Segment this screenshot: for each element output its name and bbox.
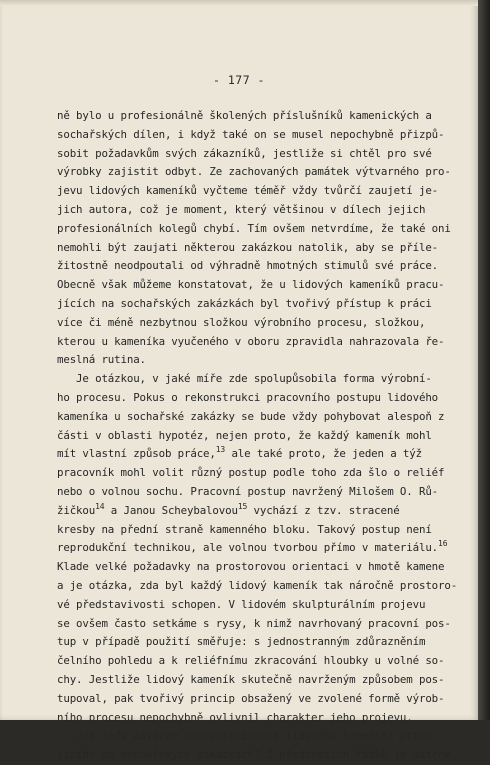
line-text: a je otázka, zda byl každý lidový kameník tak náročně prostoro-	[57, 578, 458, 592]
line-text: profesionálních kolegů chybí. Tím ovšem netvrdíme, že také oni	[57, 221, 451, 235]
line-text: se ovšem často setkáme s rysy, k nimž navrhovaný pracovní pos-	[57, 616, 451, 630]
text-line	[57, 539, 457, 558]
text-line	[57, 671, 457, 690]
line-text: kresby na přední straně kamenného bloku. Takový postup není	[57, 522, 432, 536]
text-line	[57, 445, 457, 464]
line-text: ho procesu. Pokus o rekonstrukci pracovního postupu lidového	[57, 390, 439, 404]
text-line	[57, 521, 457, 540]
text-line	[57, 427, 457, 446]
footnote-marker: 14	[95, 501, 105, 511]
text-line	[57, 257, 457, 276]
line-text: žičkou	[57, 503, 96, 517]
binding-edge	[478, 0, 490, 720]
text-line	[57, 145, 457, 164]
text-line	[57, 633, 457, 652]
line-text: nemohli být zaujati některou zakázkou natolik, aby se příle-	[57, 240, 439, 254]
line-text: nebo o volnou sochu. Pracovní postup navržený Milošem O. Rů-	[57, 484, 439, 498]
line-text: jícího na sochařských zakázkách? Z předchozích řádků je patrné,	[57, 748, 458, 762]
line-text: pracovník mohl volit různý postup podle toho zda šlo o reliéf	[57, 466, 445, 480]
text-line	[57, 577, 457, 596]
page-top-edge	[0, 0, 478, 6]
text-line	[57, 746, 457, 765]
line-text: kameníka u sochařské zakázky se bude vždy pohybovat alespoň z	[57, 409, 445, 423]
line-text: jících na sochařských zakázkách byl tvořivý přístup k práci	[57, 296, 432, 310]
line-text: tupoval, pak tvořivý princip obsažený ve zvolené formě výrob-	[57, 691, 445, 705]
text-line	[57, 314, 457, 333]
line-text: žitostně neodpoutali od výhradně hmotných stimulů své práce.	[57, 259, 439, 273]
text-line	[57, 709, 457, 728]
line-text: vé představivosti schopen. V lidovém skulpturálním projevu	[57, 597, 426, 611]
line-text: meslná rutina.	[57, 353, 146, 367]
line-text: ního procesu nepochybně ovlivnil charakter jeho projevu.	[57, 710, 413, 724]
line-text: reprodukční technikou, ale volnou tvorbou přímo v materiálu.	[57, 541, 439, 555]
line-text: sobit požadavkům svých zákazníků, jestliže si chtěl pro své	[57, 146, 432, 160]
text-line	[57, 107, 457, 126]
text-line	[57, 333, 457, 352]
footnote-marker: 15	[237, 501, 248, 511]
text-line	[57, 652, 457, 671]
text-line	[57, 220, 457, 239]
line-text: více či méně nezbytnou složkou výrobního procesu, složkou,	[57, 315, 426, 329]
line-text: vychází z tzv. stracené	[247, 503, 400, 517]
text-line	[57, 615, 457, 634]
line-text: mít vlastní způsob práce,	[57, 447, 216, 461]
text-line	[57, 483, 457, 502]
text-line	[57, 239, 457, 258]
text-line	[57, 408, 457, 427]
line-text: Je otázkou, v jaké míře zde spolupůsobila forma výrobní-	[57, 372, 432, 386]
text-line	[57, 596, 457, 615]
line-text: ale také proto, že jeden a týž	[225, 447, 422, 461]
line-text: kterou u kameníka vyučeného v oboru zpravidla nahrazovala ře-	[57, 334, 445, 348]
text-line	[57, 389, 457, 408]
page-number: - 177 -	[213, 73, 265, 87]
text-line	[57, 295, 457, 314]
line-text: sochařských dílen, i když také on se musel nepochybně přizpů-	[57, 127, 445, 141]
text-line	[57, 276, 457, 295]
line-text: ně bylo u profesionálně školených příslušníků kamenických a	[57, 109, 432, 122]
text-line	[57, 126, 457, 145]
footnote-marker: 13	[215, 445, 226, 455]
line-text: chy. Jestliže lidový kameník skutečně navrženým způsobem pos-	[57, 672, 445, 686]
text-line	[57, 351, 457, 370]
line-text: Obecně však můžeme konstatovat, že u lidových kameníků pracu-	[57, 278, 445, 292]
text-line	[57, 727, 457, 746]
text-line	[57, 464, 457, 483]
text-line	[57, 690, 457, 709]
text-line	[57, 502, 457, 521]
line-text: jevu lidových kameníků vyčteme téměř vždy tvůrčí zaujetí je-	[57, 184, 439, 198]
line-text: Jak tedy závěrem charakterizovat lidového kameníka pracu-	[57, 729, 439, 743]
line-text: jich autora, což je moment, který většinou v dílech jejich	[57, 202, 426, 216]
line-text: části v oblasti hypotéz, nejen proto, že každý kameník mohl	[57, 428, 432, 442]
line-text: tup v případě použití směřuje: s jednostranným zdůrazněním	[57, 635, 426, 649]
line-text: čelního pohledu a k reliéfnímu zkracování hloubky u volné so-	[57, 654, 445, 668]
text-line	[57, 182, 457, 201]
footnote-marker: 16	[438, 539, 448, 549]
text-line	[57, 370, 457, 389]
line-text: Klade velké požadavky na prostorovou orientaci v hmotě kamene	[57, 560, 445, 574]
text-line	[57, 163, 457, 182]
text-line	[57, 201, 457, 220]
text-line	[57, 558, 457, 577]
line-text: výrobky zajistit odbyt. Ze zachovaných památek výtvarného pro-	[57, 165, 451, 179]
body-text	[57, 107, 457, 765]
line-text: a Janou Scheybalovou	[104, 503, 238, 517]
